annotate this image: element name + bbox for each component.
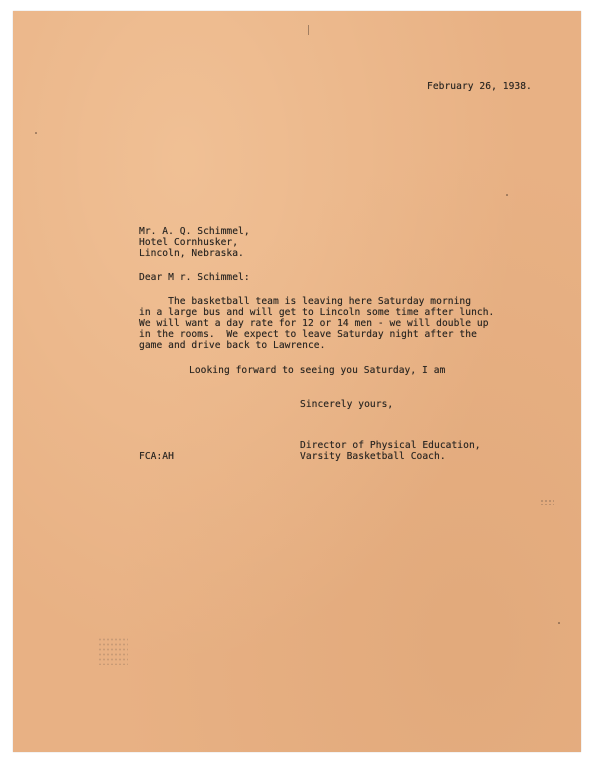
body-line: We will want a day rate for 12 or 14 men - we will double up: [139, 317, 489, 329]
paper-dots: [98, 637, 128, 665]
recipient-line: Mr. A. Q. Schimmel,: [139, 226, 250, 237]
recipient-line: Hotel Cornhusker,: [139, 236, 239, 248]
paper-speck: [35, 132, 37, 134]
body-line: in the rooms. We expect to leave Saturday night after the: [139, 328, 477, 340]
signature-block: [300, 441, 481, 463]
reference-initials: FCA:AH: [139, 451, 174, 462]
recipient-address: [139, 227, 250, 260]
letter-sheet: [13, 11, 581, 752]
paper-speck: [558, 622, 560, 624]
closing-line: Looking forward to seeing you Saturday, I am: [189, 365, 446, 376]
body-line: in a large bus and will get to Lincoln some time after lunch.: [139, 306, 495, 318]
letter-body: [139, 297, 494, 352]
paper-dots: [540, 499, 554, 505]
signature-title: Varsity Basketball Coach.: [300, 450, 446, 462]
salutation: Dear M r. Schimmel:: [139, 272, 250, 283]
paper-mark: [308, 25, 309, 35]
complimentary-close: Sincerely yours,: [300, 399, 394, 410]
body-line: The basketball team is leaving here Saturday morning: [139, 296, 472, 307]
paper-speck: [506, 194, 508, 196]
letter-date: February 26, 1938.: [427, 81, 532, 92]
recipient-line: Lincoln, Nebraska.: [139, 247, 244, 259]
signature-title: Director of Physical Education,: [300, 440, 481, 451]
body-line: game and drive back to Lawrence.: [139, 339, 326, 351]
